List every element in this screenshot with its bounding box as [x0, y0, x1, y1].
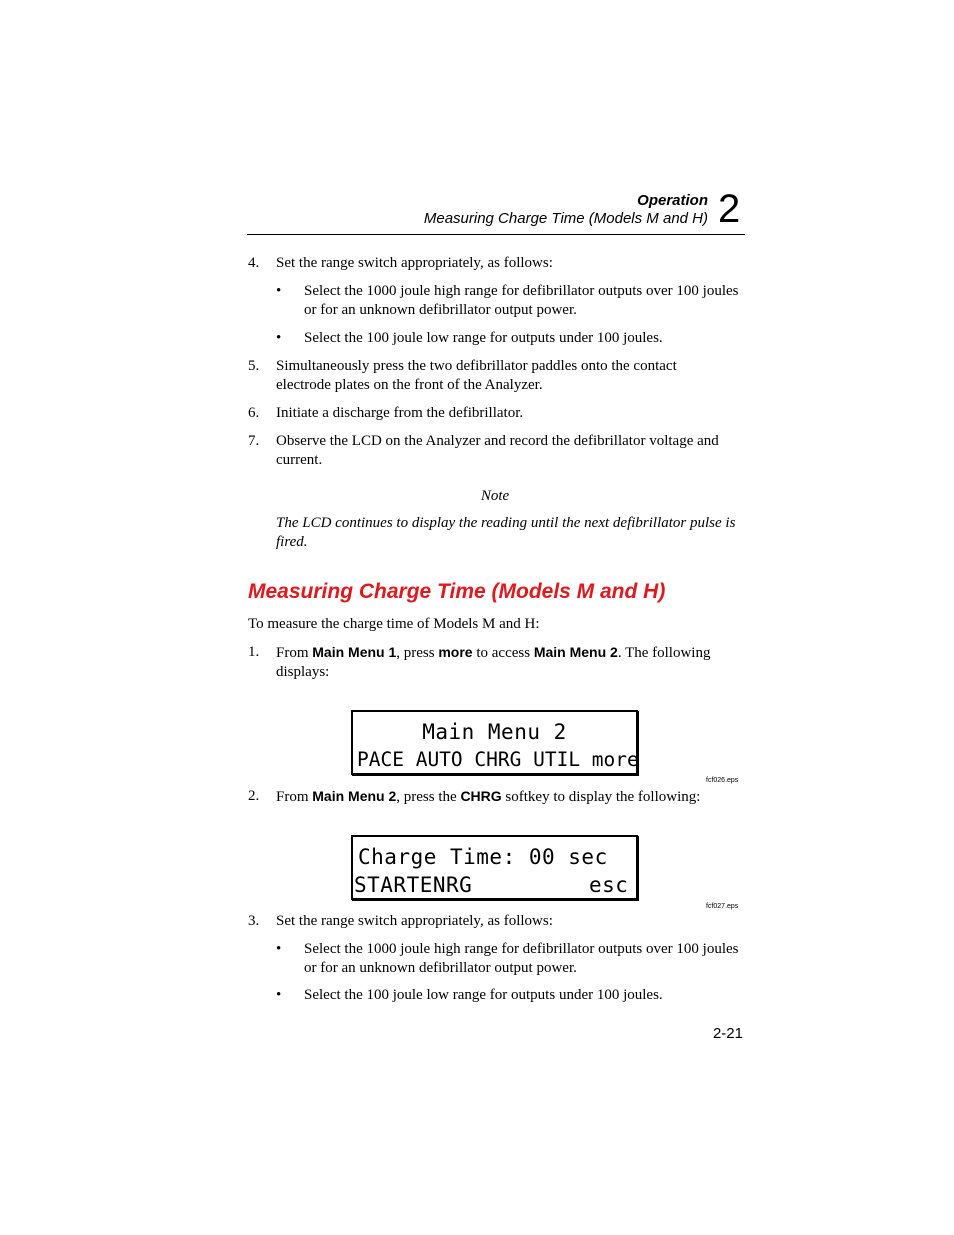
lcd-display-main-menu-2 [351, 710, 638, 775]
figure-label: fcf026.eps [706, 777, 739, 784]
lcd-line-1: Main Menu 2 [422, 720, 567, 744]
section-intro: To measure the charge time of Models M and H: [248, 616, 540, 632]
text-run: From [276, 789, 313, 805]
step-number: 4. [248, 255, 260, 271]
note-heading: Note [480, 488, 510, 504]
bullet-mark: • [276, 283, 282, 299]
bullet-mark: • [276, 941, 282, 957]
softkey-main-menu-1: Main Menu 1 [312, 644, 397, 660]
header-section-subtitle: Measuring Charge Time (Models M and H) [423, 210, 708, 227]
text-run: , press the [396, 789, 461, 805]
step-text: Observe the LCD on the Analyzer and record the defibrillator voltage and current. [276, 433, 719, 468]
softkey-main-menu-2: Main Menu 2 [533, 644, 618, 660]
lcd-line-2: PACE AUTO CHRG UTIL more [357, 748, 639, 771]
step-text: Simultaneously press the two defibrillator paddles onto the contact electrode plates on the front of the Analyzer. [276, 358, 677, 393]
bullet-text: Select the 100 joule low range for outputs under 100 joules. [304, 330, 663, 346]
bullet-mark: • [276, 987, 282, 1003]
bullet-text: Select the 1000 joule high range for defibrillator outputs over 100 joules or for an unknown defibrillator output power. [304, 283, 739, 318]
header-section-title: Operation [637, 192, 708, 209]
step-number: 3. [248, 913, 260, 929]
header-rule [247, 234, 745, 235]
step-text [276, 787, 746, 807]
step-number: 7. [248, 433, 260, 449]
lcd-line-1: Charge Time: 00 sec [358, 845, 608, 869]
step-text: Initiate a discharge from the defibrillator. [276, 405, 524, 421]
lcd-line-2: STARTENRG [354, 873, 473, 897]
chapter-number: 2 [718, 187, 741, 231]
running-header [300, 192, 708, 228]
softkey-main-menu-2: Main Menu 2 [312, 788, 397, 804]
lcd-display-charge-time [351, 835, 638, 900]
step-text: Set the range switch appropriately, as follows: [276, 913, 553, 929]
page-number: 2-21 [712, 1025, 743, 1042]
text-run: . The following displays: [276, 645, 711, 680]
step-number: 1. [248, 644, 260, 660]
softkey-more: more [438, 644, 473, 660]
text-run: From [276, 645, 313, 661]
step-number: 2. [248, 788, 260, 804]
figure-label: fcf027.eps [706, 903, 739, 910]
lcd-line-2-esc: esc [589, 873, 629, 897]
bullet-text: Select the 1000 joule high range for defibrillator outputs over 100 joules or for an unknown defibrillator output power. [304, 941, 739, 976]
bullet-text: Select the 100 joule low range for outputs under 100 joules. [304, 987, 663, 1003]
text-run: , press [396, 645, 439, 661]
text-run: softkey to display the following: [501, 789, 701, 805]
step-text [276, 643, 746, 682]
softkey-chrg: CHRG [460, 788, 502, 804]
note-body: The LCD continues to display the reading until the next defibrillator pulse is fired. [276, 515, 736, 550]
step-text: Set the range switch appropriately, as follows: [276, 255, 553, 271]
step-number: 6. [248, 405, 260, 421]
text-run: to access [472, 645, 534, 661]
section-heading: Measuring Charge Time (Models M and H) [248, 580, 666, 603]
bullet-mark: • [276, 330, 282, 346]
step-number: 5. [248, 358, 260, 374]
